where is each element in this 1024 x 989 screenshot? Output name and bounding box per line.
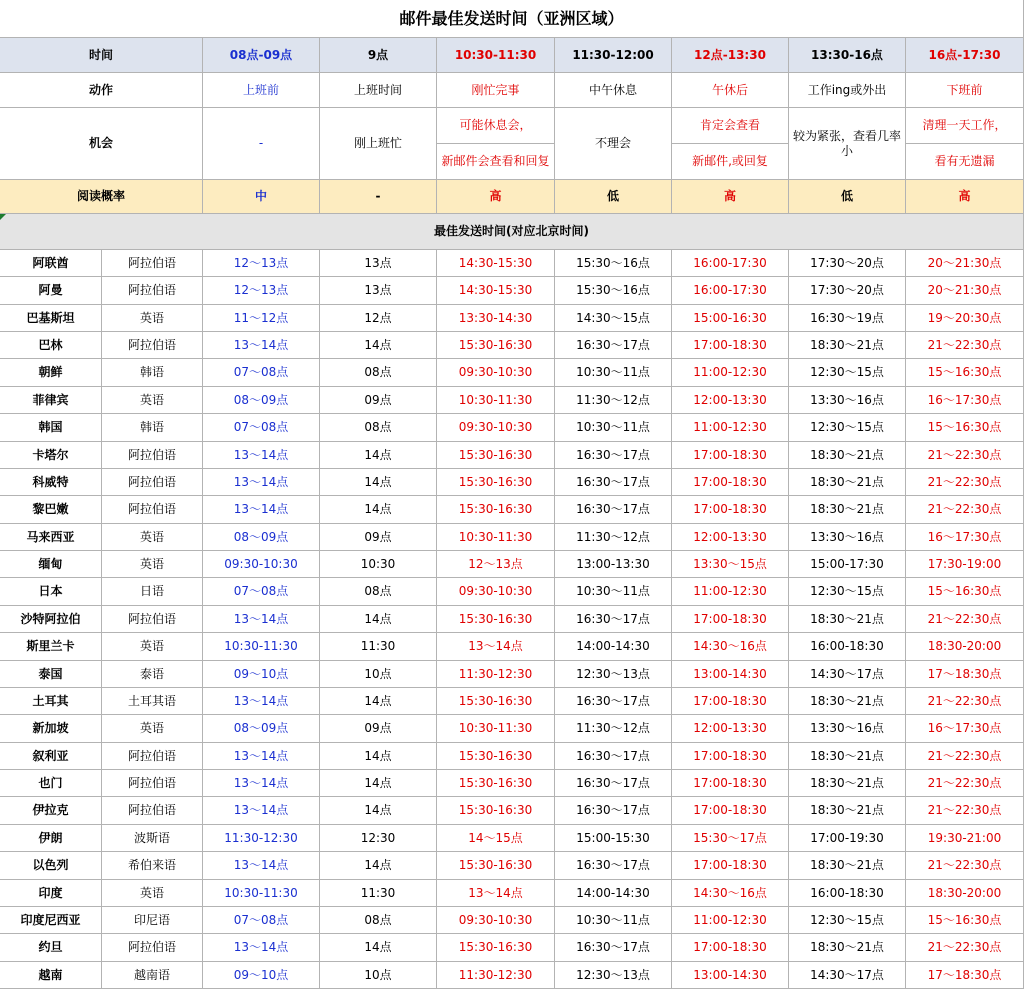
- country-language: 英语: [102, 305, 203, 332]
- action-cell: 中午休息: [555, 73, 672, 108]
- send-time-cell: 18:30～21点: [789, 469, 906, 496]
- send-time-cell: 13～14点: [437, 633, 555, 661]
- send-time-cell: 17:00-18:30: [672, 606, 789, 633]
- send-time-cell: 18:30-20:00: [906, 880, 1024, 907]
- send-time-cell: 14点: [320, 496, 437, 524]
- send-time-cell: 10:30～11点: [555, 578, 672, 606]
- country-name: 黎巴嫩: [0, 496, 102, 524]
- send-time-cell: 15:30-16:30: [437, 743, 555, 770]
- time-slot-header: 13:30-16点: [789, 38, 906, 73]
- send-time-cell: 07～08点: [203, 907, 320, 934]
- send-time-cell: 14:30～16点: [672, 633, 789, 661]
- country-language: 阿拉伯语: [102, 934, 203, 962]
- send-time-cell: 12:00-13:30: [672, 524, 789, 551]
- country-language: 英语: [102, 551, 203, 578]
- send-time-cell: 18:30～21点: [789, 688, 906, 715]
- country-name: 叙利亚: [0, 743, 102, 770]
- send-time-cell: 07～08点: [203, 359, 320, 387]
- send-time-cell: 10点: [320, 962, 437, 989]
- country-name: 阿联酋: [0, 250, 102, 277]
- sheet-title: 邮件最佳发送时间（亚洲区域）: [0, 0, 1024, 38]
- send-time-cell: 10:30～11点: [555, 359, 672, 387]
- send-time-cell: 15:30-16:30: [437, 852, 555, 880]
- send-time-cell: 10:30～11点: [555, 414, 672, 442]
- send-time-cell: 13:30～15点: [672, 551, 789, 578]
- send-time-cell: 08点: [320, 578, 437, 606]
- country-name: 巴林: [0, 332, 102, 359]
- send-time-cell: 16:30～17点: [555, 797, 672, 825]
- country-language: 韩语: [102, 359, 203, 387]
- send-time-cell: 15:30～17点: [672, 825, 789, 852]
- send-time-cell: 08～09点: [203, 387, 320, 414]
- probability-cell: 高: [906, 180, 1024, 214]
- country-language: 越南语: [102, 962, 203, 989]
- send-time-cell: 17:00-18:30: [672, 797, 789, 825]
- country-name: 伊拉克: [0, 797, 102, 825]
- country-language: 土耳其语: [102, 688, 203, 715]
- country-language: 阿拉伯语: [102, 442, 203, 469]
- send-time-cell: 13:00-14:30: [672, 661, 789, 688]
- send-time-cell: 11:30-12:30: [437, 962, 555, 989]
- send-time-cell: 16:30～17点: [555, 934, 672, 962]
- send-time-cell: 17～18:30点: [906, 962, 1024, 989]
- send-time-cell: 20～21:30点: [906, 250, 1024, 277]
- chance-line: 肯定会查看: [699, 118, 760, 132]
- country-name: 伊朗: [0, 825, 102, 852]
- send-time-cell: 15:30～16点: [555, 277, 672, 305]
- send-time-cell: 15:00-15:30: [555, 825, 672, 852]
- send-time-cell: 10:30-11:30: [203, 880, 320, 907]
- send-time-cell: 11:00-12:30: [672, 359, 789, 387]
- send-time-cell: 11:30～12点: [555, 524, 672, 551]
- chance-cell: 刚上班忙: [320, 108, 437, 180]
- send-time-cell: 15:30-16:30: [437, 797, 555, 825]
- send-time-cell: 09:30-10:30: [437, 907, 555, 934]
- send-time-cell: 21～22:30点: [906, 743, 1024, 770]
- send-time-cell: 09～10点: [203, 962, 320, 989]
- send-time-cell: 16:30～17点: [555, 332, 672, 359]
- country-language: 英语: [102, 633, 203, 661]
- send-time-cell: 16:00-18:30: [789, 633, 906, 661]
- send-time-cell: 14:30～15点: [555, 305, 672, 332]
- send-time-cell: 17:00-18:30: [672, 442, 789, 469]
- time-header-label: 时间: [0, 38, 203, 73]
- send-time-cell: 14:00-14:30: [555, 633, 672, 661]
- country-name: 新加坡: [0, 715, 102, 743]
- send-time-cell: 18:30～21点: [789, 770, 906, 797]
- send-time-cell: 08～09点: [203, 524, 320, 551]
- send-time-cell: 16:30～17点: [555, 852, 672, 880]
- country-name: 以色列: [0, 852, 102, 880]
- send-time-cell: 16:30～17点: [555, 442, 672, 469]
- action-cell: 上班前: [203, 73, 320, 108]
- send-time-cell: 15:30-16:30: [437, 469, 555, 496]
- send-time-cell: 15～16:30点: [906, 578, 1024, 606]
- send-time-cell: 15～16:30点: [906, 907, 1024, 934]
- send-time-cell: 09点: [320, 715, 437, 743]
- send-time-cell: 17:00-19:30: [789, 825, 906, 852]
- send-time-cell: 14点: [320, 606, 437, 633]
- send-time-cell: 17:00-18:30: [672, 770, 789, 797]
- send-time-cell: 16:00-18:30: [789, 880, 906, 907]
- send-time-cell: 15:30-16:30: [437, 770, 555, 797]
- send-time-cell: 11:30～12点: [555, 715, 672, 743]
- country-language: 阿拉伯语: [102, 277, 203, 305]
- send-time-cell: 12:00-13:30: [672, 387, 789, 414]
- country-name: 巴基斯坦: [0, 305, 102, 332]
- send-time-cell: 15:30-16:30: [437, 496, 555, 524]
- send-time-cell: 17:00-18:30: [672, 852, 789, 880]
- chance-line: 新邮件会查看和回复: [437, 143, 554, 179]
- country-language: 英语: [102, 387, 203, 414]
- country-name: 朝鲜: [0, 359, 102, 387]
- send-time-cell: 11:30: [320, 633, 437, 661]
- send-time-cell: 12:30～15点: [789, 414, 906, 442]
- send-time-cell: 10:30-11:30: [437, 387, 555, 414]
- send-time-cell: 13:30～16点: [789, 715, 906, 743]
- send-time-cell: 21～22:30点: [906, 797, 1024, 825]
- country-language: 阿拉伯语: [102, 743, 203, 770]
- send-time-cell: 13:30～16点: [789, 387, 906, 414]
- send-time-cell: 14点: [320, 770, 437, 797]
- send-time-cell: 15:00-17:30: [789, 551, 906, 578]
- send-time-cell: 19～20:30点: [906, 305, 1024, 332]
- send-time-cell: 18:30～21点: [789, 743, 906, 770]
- time-slot-header: 08点-09点: [203, 38, 320, 73]
- probability-cell: 低: [555, 180, 672, 214]
- send-time-cell: 09:30-10:30: [437, 414, 555, 442]
- send-time-cell: 11:30-12:30: [437, 661, 555, 688]
- send-time-cell: 09:30-10:30: [437, 359, 555, 387]
- send-time-cell: 18:30～21点: [789, 332, 906, 359]
- send-time-cell: 21～22:30点: [906, 442, 1024, 469]
- chance-cell: [437, 108, 555, 180]
- cell-corner-marker: [0, 214, 6, 220]
- send-time-cell: 21～22:30点: [906, 496, 1024, 524]
- send-time-cell: 08点: [320, 414, 437, 442]
- send-time-cell: 18:30-20:00: [906, 633, 1024, 661]
- chance-line: 新邮件,或回复: [672, 143, 788, 179]
- send-time-cell: 09点: [320, 524, 437, 551]
- send-time-cell: 11:00-12:30: [672, 578, 789, 606]
- send-time-cell: 09点: [320, 387, 437, 414]
- country-name: 日本: [0, 578, 102, 606]
- action-cell: 工作ing或外出: [789, 73, 906, 108]
- send-time-cell: 11:00-12:30: [672, 907, 789, 934]
- country-language: 泰语: [102, 661, 203, 688]
- send-time-cell: 18:30～21点: [789, 934, 906, 962]
- send-time-cell: 10:30～11点: [555, 907, 672, 934]
- send-time-cell: 13～14点: [203, 496, 320, 524]
- send-time-cell: 13点: [320, 277, 437, 305]
- send-time-cell: 14点: [320, 469, 437, 496]
- chance-line: 清理一天工作，: [922, 118, 1007, 132]
- country-language: 阿拉伯语: [102, 250, 203, 277]
- send-time-cell: 14点: [320, 743, 437, 770]
- send-time-cell: 14点: [320, 688, 437, 715]
- chance-cell: 较为紧张，查看几率小: [789, 108, 906, 180]
- chance-cell: -: [203, 108, 320, 180]
- country-name: 阿曼: [0, 277, 102, 305]
- send-time-cell: 09:30-10:30: [437, 578, 555, 606]
- send-time-cell: 10:30-11:30: [437, 715, 555, 743]
- send-time-cell: 14:30～17点: [789, 661, 906, 688]
- country-name: 泰国: [0, 661, 102, 688]
- send-time-cell: 17:00-18:30: [672, 469, 789, 496]
- send-time-cell: 09～10点: [203, 661, 320, 688]
- send-time-cell: 14:30-15:30: [437, 250, 555, 277]
- send-time-cell: 12:30～13点: [555, 661, 672, 688]
- probability-cell: -: [320, 180, 437, 214]
- send-time-cell: 12:30～15点: [789, 578, 906, 606]
- send-time-cell: 16:30～17点: [555, 496, 672, 524]
- send-time-cell: 07～08点: [203, 414, 320, 442]
- send-time-cell: 14点: [320, 852, 437, 880]
- send-time-cell: 12:30: [320, 825, 437, 852]
- send-time-cell: 17:00-18:30: [672, 688, 789, 715]
- send-time-cell: 13点: [320, 250, 437, 277]
- send-time-cell: 13:30-14:30: [437, 305, 555, 332]
- send-time-cell: 16:30～19点: [789, 305, 906, 332]
- time-slot-header: 12点-13:30: [672, 38, 789, 73]
- send-time-cell: 11:30: [320, 880, 437, 907]
- send-time-cell: 11～12点: [203, 305, 320, 332]
- country-name: 沙特阿拉伯: [0, 606, 102, 633]
- send-time-cell: 14～15点: [437, 825, 555, 852]
- send-time-cell: 15:30-16:30: [437, 688, 555, 715]
- send-time-cell: 12:30～15点: [789, 359, 906, 387]
- send-time-cell: 13～14点: [203, 934, 320, 962]
- country-language: 阿拉伯语: [102, 797, 203, 825]
- country-name: 印度: [0, 880, 102, 907]
- send-time-cell: 19:30-21:00: [906, 825, 1024, 852]
- send-time-cell: 12～13点: [437, 551, 555, 578]
- country-language: 日语: [102, 578, 203, 606]
- time-slot-header: 16点-17:30: [906, 38, 1024, 73]
- send-time-cell: 14:30～17点: [789, 962, 906, 989]
- send-time-cell: 16～17:30点: [906, 524, 1024, 551]
- send-time-cell: 13～14点: [203, 688, 320, 715]
- country-name: 斯里兰卡: [0, 633, 102, 661]
- send-time-cell: 16:00-17:30: [672, 277, 789, 305]
- country-language: 阿拉伯语: [102, 469, 203, 496]
- send-time-cell: 14点: [320, 934, 437, 962]
- send-time-cell: 15:00-16:30: [672, 305, 789, 332]
- send-time-cell: 12:30～15点: [789, 907, 906, 934]
- send-time-cell: 12～13点: [203, 277, 320, 305]
- country-language: 波斯语: [102, 825, 203, 852]
- send-time-cell: 12～13点: [203, 250, 320, 277]
- send-time-cell: 16:30～17点: [555, 770, 672, 797]
- send-time-cell: 12:30～13点: [555, 962, 672, 989]
- send-time-cell: 11:00-12:30: [672, 414, 789, 442]
- send-time-cell: 17～18:30点: [906, 661, 1024, 688]
- send-time-cell: 21～22:30点: [906, 770, 1024, 797]
- country-name: 印度尼西亚: [0, 907, 102, 934]
- send-time-cell: 10:30-11:30: [437, 524, 555, 551]
- send-time-cell: 17:30-19:00: [906, 551, 1024, 578]
- send-time-cell: 18:30～21点: [789, 606, 906, 633]
- send-time-cell: 16:30～17点: [555, 743, 672, 770]
- send-time-cell: 21～22:30点: [906, 606, 1024, 633]
- send-time-cell: 14:30-15:30: [437, 277, 555, 305]
- send-time-cell: 18:30～21点: [789, 797, 906, 825]
- send-time-cell: 13～14点: [203, 442, 320, 469]
- action-cell: 刚忙完事: [437, 73, 555, 108]
- send-time-cell: 07～08点: [203, 578, 320, 606]
- send-time-cell: 15:30-16:30: [437, 442, 555, 469]
- send-time-cell: 17:00-18:30: [672, 743, 789, 770]
- country-language: 印尼语: [102, 907, 203, 934]
- probability-cell: 高: [437, 180, 555, 214]
- send-time-cell: 21～22:30点: [906, 852, 1024, 880]
- send-time-cell: 14点: [320, 332, 437, 359]
- send-time-cell: 13～14点: [203, 743, 320, 770]
- action-cell: 午休后: [672, 73, 789, 108]
- send-time-cell: 15:30-16:30: [437, 934, 555, 962]
- chance-cell: [672, 108, 789, 180]
- chance-cell: [906, 108, 1024, 180]
- send-time-cell: 16～17:30点: [906, 715, 1024, 743]
- send-time-cell: 08点: [320, 359, 437, 387]
- send-time-cell: 09:30-10:30: [203, 551, 320, 578]
- send-time-cell: 10:30: [320, 551, 437, 578]
- send-time-cell: 21～22:30点: [906, 688, 1024, 715]
- time-slot-header: 11:30-12:00: [555, 38, 672, 73]
- send-time-cell: 14:00-14:30: [555, 880, 672, 907]
- send-time-cell: 16:30～17点: [555, 606, 672, 633]
- action-row-label: 动作: [0, 73, 203, 108]
- send-time-cell: 20～21:30点: [906, 277, 1024, 305]
- chance-line: 看有无遗漏: [906, 143, 1023, 179]
- send-time-cell: 16:30～17点: [555, 688, 672, 715]
- time-slot-header: 9点: [320, 38, 437, 73]
- chance-row-label: 机会: [0, 108, 203, 180]
- send-time-cell: 15～16:30点: [906, 359, 1024, 387]
- send-time-cell: 13～14点: [203, 797, 320, 825]
- send-time-cell: 18:30～21点: [789, 442, 906, 469]
- send-time-cell: 15～16:30点: [906, 414, 1024, 442]
- send-time-cell: 17:30～20点: [789, 250, 906, 277]
- country-name: 约旦: [0, 934, 102, 962]
- country-language: 阿拉伯语: [102, 496, 203, 524]
- send-time-cell: 14点: [320, 797, 437, 825]
- probability-cell: 低: [789, 180, 906, 214]
- probability-cell: 高: [672, 180, 789, 214]
- country-name: 越南: [0, 962, 102, 989]
- time-slot-header: 10:30-11:30: [437, 38, 555, 73]
- send-time-cell: 08～09点: [203, 715, 320, 743]
- send-time-cell: 13～14点: [203, 332, 320, 359]
- action-cell: 下班前: [906, 73, 1024, 108]
- country-language: 英语: [102, 524, 203, 551]
- send-time-cell: 15:30-16:30: [437, 332, 555, 359]
- send-time-cell: 15:30-16:30: [437, 606, 555, 633]
- send-time-cell: 10:30-11:30: [203, 633, 320, 661]
- country-language: 韩语: [102, 414, 203, 442]
- send-time-cell: 13～14点: [203, 606, 320, 633]
- send-time-cell: 17:00-18:30: [672, 934, 789, 962]
- chance-line: 可能休息会，: [459, 118, 532, 132]
- country-language: 希伯来语: [102, 852, 203, 880]
- send-time-cell: 12:00-13:30: [672, 715, 789, 743]
- action-cell: 上班时间: [320, 73, 437, 108]
- send-time-cell: 13～14点: [203, 852, 320, 880]
- country-name: 马来西亚: [0, 524, 102, 551]
- country-name: 土耳其: [0, 688, 102, 715]
- send-time-cell: 16:30～17点: [555, 469, 672, 496]
- send-time-cell: 17:00-18:30: [672, 332, 789, 359]
- send-time-cell: 11:30-12:30: [203, 825, 320, 852]
- send-time-cell: 17:00-18:30: [672, 496, 789, 524]
- country-language: 英语: [102, 880, 203, 907]
- send-time-cell: 18:30～21点: [789, 852, 906, 880]
- send-time-cell: 13～14点: [203, 770, 320, 797]
- country-language: 英语: [102, 715, 203, 743]
- send-time-cell: 15:30～16点: [555, 250, 672, 277]
- send-time-cell: 14:30～16点: [672, 880, 789, 907]
- send-time-cell: 13:00-13:30: [555, 551, 672, 578]
- section-title: 最佳发送时间(对应北京时间): [0, 214, 1024, 250]
- send-time-cell: 11:30～12点: [555, 387, 672, 414]
- country-language: 阿拉伯语: [102, 606, 203, 633]
- send-time-cell: 12点: [320, 305, 437, 332]
- send-time-cell: 17:30～20点: [789, 277, 906, 305]
- country-name: 也门: [0, 770, 102, 797]
- send-time-cell: 18:30～21点: [789, 496, 906, 524]
- send-time-cell: 16～17:30点: [906, 387, 1024, 414]
- country-language: 阿拉伯语: [102, 332, 203, 359]
- country-language: 阿拉伯语: [102, 770, 203, 797]
- send-time-cell: 13～14点: [203, 469, 320, 496]
- country-name: 缅甸: [0, 551, 102, 578]
- country-name: 卡塔尔: [0, 442, 102, 469]
- send-time-cell: 21～22:30点: [906, 934, 1024, 962]
- country-name: 科威特: [0, 469, 102, 496]
- send-time-cell: 08点: [320, 907, 437, 934]
- send-time-cell: 21～22:30点: [906, 469, 1024, 496]
- send-time-cell: 14点: [320, 442, 437, 469]
- probability-row-label: 阅读概率: [0, 180, 203, 214]
- send-time-cell: 13:30～16点: [789, 524, 906, 551]
- send-time-cell: 21～22:30点: [906, 332, 1024, 359]
- country-name: 菲律宾: [0, 387, 102, 414]
- send-time-cell: 10点: [320, 661, 437, 688]
- probability-cell: 中: [203, 180, 320, 214]
- send-time-cell: 13～14点: [437, 880, 555, 907]
- send-time-cell: 13:00-14:30: [672, 962, 789, 989]
- send-time-cell: 16:00-17:30: [672, 250, 789, 277]
- country-name: 韩国: [0, 414, 102, 442]
- chance-cell: 不理会: [555, 108, 672, 180]
